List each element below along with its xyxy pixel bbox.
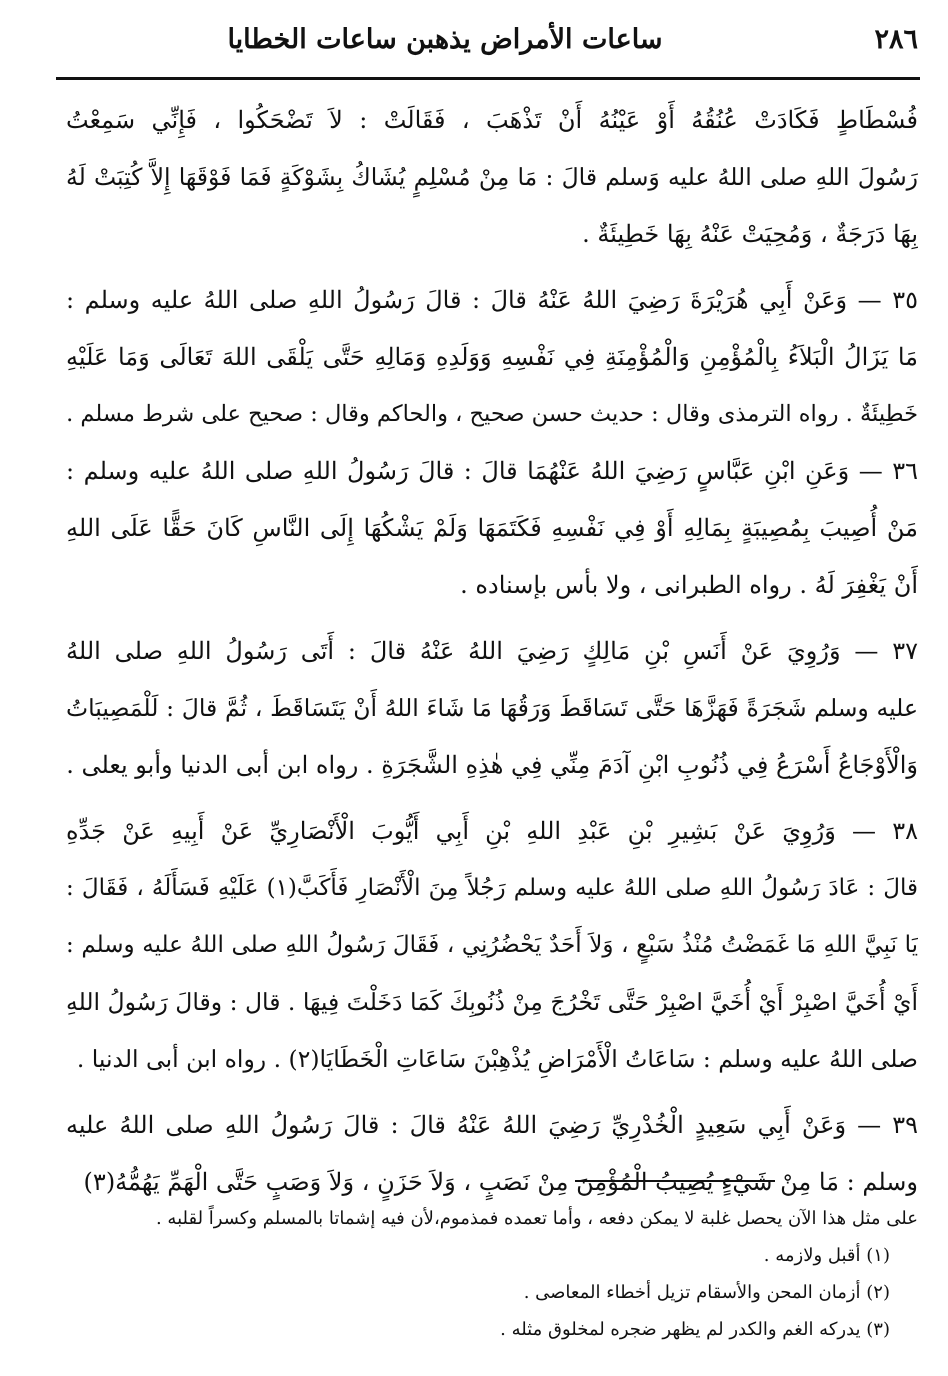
hadith-35-heading: ٣٥ — وَعَنْ أَبِي هُرَيْرَةَ رَضِيَ اللهُ عَنْهُ قالَ : قالَ رَسُولُ اللهِ صلى اللهُ عليه وسلم :	[66, 286, 918, 314]
hadith-36-heading: ٣٦ — وَعَنِ ابْنِ عَبَّاسٍ رَضِيَ اللهُ عَنْهُمَا قالَ : قالَ رَسُولُ اللهِ صلى اللهُ عليه وسلم :	[66, 457, 918, 485]
text-line: قالَ : عَادَ رَسُولُ اللهِ صلى اللهُ عليه وسلم رَجُلاً مِنَ الْأَنْصَارِ فَأَكَبَّ(١) عَلَيْهِ فَسَأَلَهُ ، فَقَالَ :	[66, 875, 918, 901]
footnote-3: (٣) يدركه الغم والكدر لم يظهر ضجره لمخلوق مثله .	[500, 1319, 890, 1340]
text-line: مَا يَزَالُ الْبَلاَءُ بِالْمُؤْمِنِ وَالْمُؤْمِنَةِ فِي نَفْسِهِ وَوَلَدِهِ وَمَالِهِ حَتَّى يَلْقَى اللهَ تَعَالَى وَمَا عَلَيْهِ	[66, 343, 918, 371]
text-line: أَيْ أُخَيَّ اصْبِرْ أَيْ أُخَيَّ اصْبِرْ حَتَّى تَخْرُجَ مِنْ ذُنُوبِكَ كَمَا دَخَلْتَ فِيهَا . قال : وقالَ رَسُولُ اللهِ	[66, 988, 918, 1016]
header-rule	[56, 77, 920, 80]
footnote-1: (١) أقبل ولازمه .	[763, 1245, 890, 1266]
text-line: وسلم : مَا مِنْ شَيْءٍ يُصِيبُ الْمُؤْمِنَ مِنْ نَصَبٍ ، وَلاَ حَزَنٍ ، وَلاَ وَصَبٍ حَتَّى الْهَمِّ يَهُمُّهُ(٣)	[83, 1168, 918, 1196]
hadith-39-heading: ٣٩ — وَعَنْ أَبِي سَعِيدٍ الْخُدْرِيِّ رَضِيَ اللهُ عَنْهُ قالَ : قالَ رَسُولُ اللهِ صلى اللهُ عليه	[66, 1111, 918, 1139]
text-line: مَنْ أُصِيبَ بِمُصِيبَةٍ بِمَالِهِ أَوْ فِي نَفْسِهِ فَكَتَمَهَا وَلَمْ يَشْكُهَا إِلَى النَّاسِ كَانَ حَقًّا عَلَى اللهِ	[66, 514, 918, 542]
page-header	[60, 18, 918, 68]
hadith-38-heading: ٣٨ — وَرُوِيَ عَنْ بَشِيرِ بْنِ عَبْدِ اللهِ بْنِ أَبِي أَيُّوبَ الْأَنْصَارِيِّ عَنْ أَبِيهِ عَنْ جَدِّهِ	[66, 817, 918, 845]
footnote-rule	[575, 1180, 775, 1182]
hadith-37-heading: ٣٧ — وَرُوِيَ عَنْ أَنَسِ بْنِ مَالِكٍ رَضِيَ اللهُ عَنْهُ قالَ : أَتَى رَسُولُ اللهِ صلى اللهُ	[66, 637, 918, 665]
text-line: يَا نَبِيَّ اللهِ مَا غَمَضْتُ مُنْذُ سَبْعٍ ، وَلاَ أَحَدٌ يَحْضُرُنِي ، فَقَالَ رَسُولُ اللهِ صلى اللهُ عليه وسلم :	[66, 932, 918, 958]
text-line: رَسُولَ اللهِ صلى اللهُ عليه وَسلم قالَ : مَا مِنْ مُسْلِمٍ يُشَاكُ بِشَوْكَةٍ فَمَا فَوْقَهَا إِلاَّ كُتِبَتْ لَهُ	[66, 163, 918, 191]
text-line: فُسْطَاطٍ فَكَادَتْ عُنُقُهُ أَوْ عَيْنُهُ أَنْ تَذْهَبَ ، فَقَالَتْ : لاَ تَضْحَكُوا ، فَإِنِّي سَمِعْتُ	[66, 106, 918, 134]
footnote-2: (٢) أزمان المحن والأسقام تزيل أخطاء المعاصى .	[523, 1282, 890, 1303]
running-title: ساعات الأمراض يذهبن ساعات الخطايا	[227, 24, 663, 55]
body-text	[66, 92, 918, 1211]
footnotes	[66, 1200, 918, 1348]
text-line: بِهَا دَرَجَةٌ ، وَمُحِيَتْ عَنْهُ بِهَا خَطِيئَةٌ .	[582, 220, 918, 248]
text-line: خَطِيئَةٌ . رواه الترمذى وقال : حديث حسن صحيح ، والحاكم وقال : صحيح على شرط مسلم .	[66, 401, 918, 427]
text-line: صلى اللهُ عليه وسلم : سَاعَاتُ الْأَمْرَاضِ يُذْهِبْنَ سَاعَاتِ الْخَطَايَا(٢) . رواه ابن أبى الدنيا .	[76, 1045, 918, 1073]
text-line: وَالْأَوْجَاعُ أَسْرَعُ فِي ذُنُوبِ ابْنِ آدَمَ مِنِّي فِي هٰذِهِ الشَّجَرَةِ . رواه ابن أبى الدنيا وأبو يعلى .	[66, 751, 918, 779]
text-line: عليه وسلم شَجَرَةً فَهَزَّهَا حَتَّى تَسَاقَطَ وَرَقُهَا مَا شَاءَ اللهُ أَنْ يَتَسَاقَطَ ، ثُمَّ قالَ : لَلْمَصِيبَاتُ	[66, 694, 918, 722]
page-number: ٢٨٦	[874, 24, 918, 55]
text-line: أَنْ يَغْفِرَ لَهُ . رواه الطبرانى ، ولا بأس بإسناده .	[460, 571, 918, 599]
footnote-continuation: على مثل هذا الآن يحصل غلبة لا يمكن دفعه ، وأما تعمده فمذموم،لأن فيه إشماتا بالمسلم وكسراً لقلبه .	[155, 1208, 918, 1229]
